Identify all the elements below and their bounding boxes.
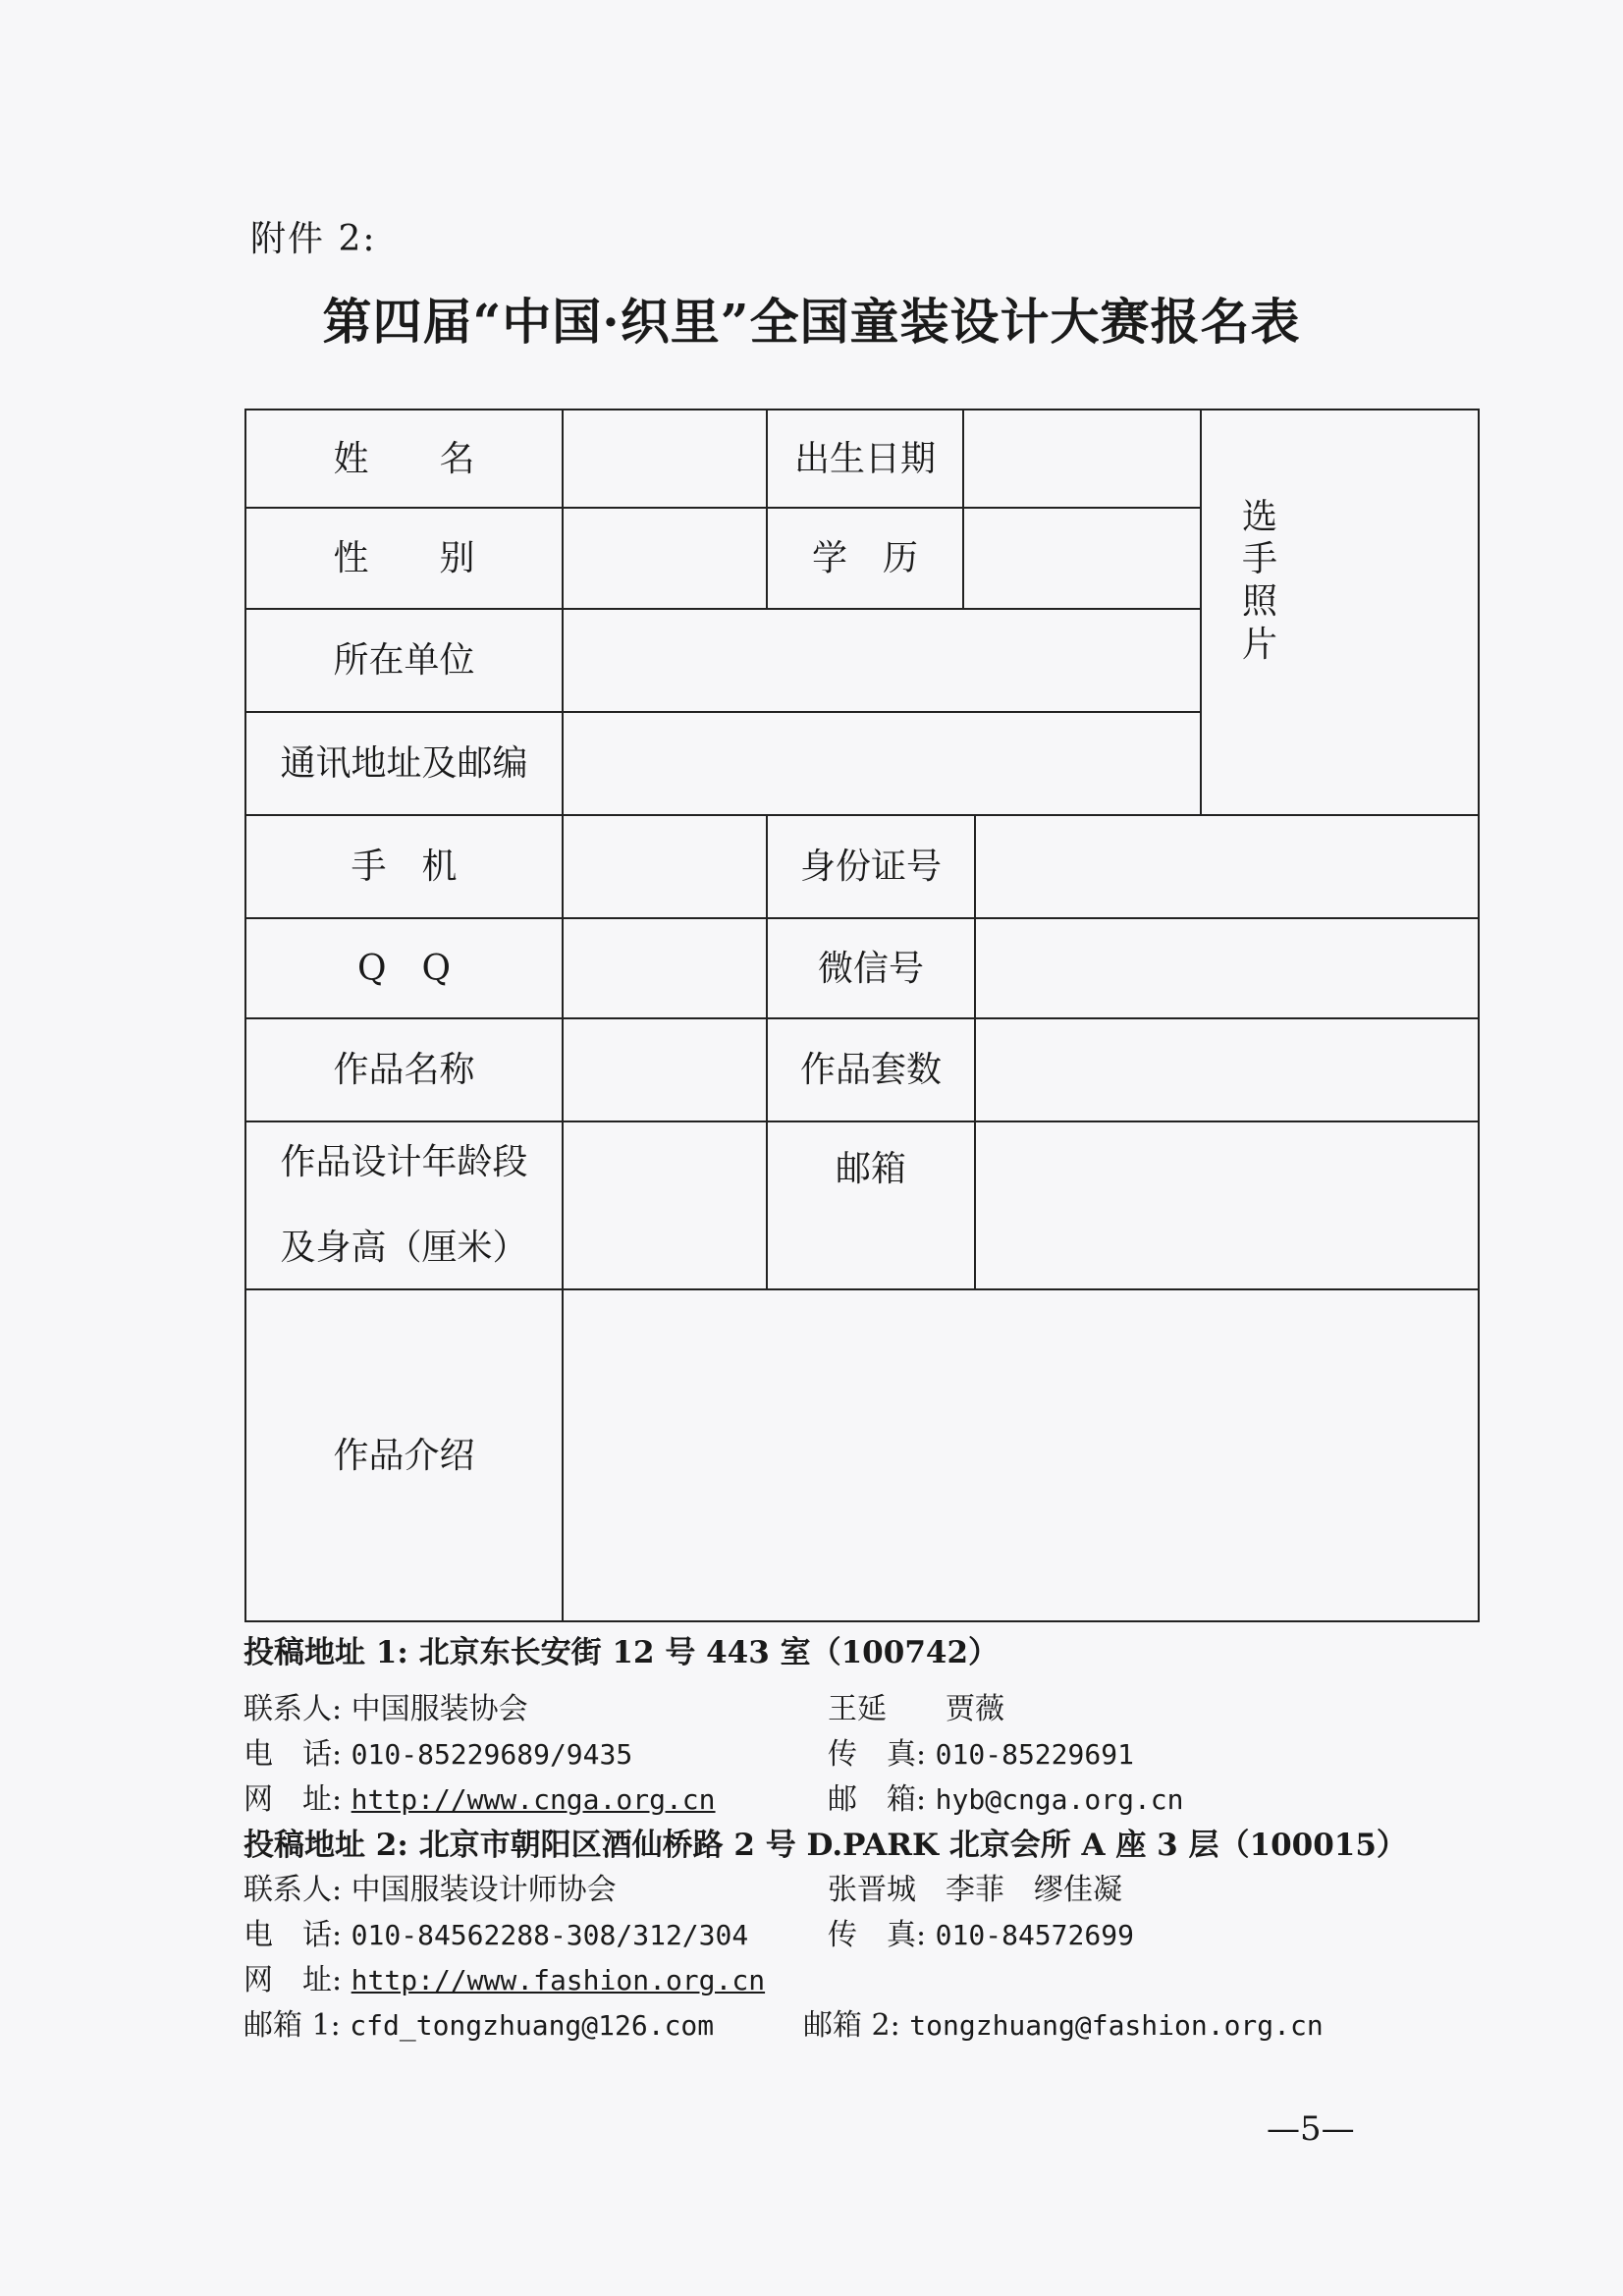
page-number: —5— [1267, 2109, 1355, 2149]
photo-label-char: 照 [1241, 581, 1277, 623]
mail-1-value: hyb@cnga.org.cn [935, 1783, 1184, 1816]
email-2-value: tongzhuang@fashion.org.cn [909, 2009, 1324, 2042]
address-label: 通讯地址及邮编 [280, 743, 528, 784]
registration-form-table [243, 408, 1483, 1625]
website-1-link[interactable]: http://www.cnga.org.cn [351, 1783, 716, 1816]
contact-2-names: 张晋城 李菲 缪佳凝 [828, 1873, 1122, 1907]
work-intro-label: 作品介绍 [333, 1435, 475, 1476]
submission-address-2: 投稿地址 2: 北京市朝阳区酒仙桥路 2 号 D.PARK 北京会所 A 座 3 层（100015） [243, 1828, 1407, 1863]
phone-1-label: 电 话: [243, 1737, 352, 1772]
website-2-link[interactable]: http://www.fashion.org.cn [351, 1964, 766, 1996]
phone-2-row [243, 1910, 748, 1953]
qq-label: Q Q [356, 948, 452, 989]
phone-2-value: 010-84562288-308/312/304 [351, 1919, 749, 1951]
mail-1-label: 邮 箱: [828, 1782, 936, 1817]
email-2-row [803, 2000, 1324, 2044]
age-label-line2: 及身高（厘米） [280, 1227, 528, 1268]
fax-2-row [828, 1910, 1134, 1953]
work-name-label: 作品名称 [333, 1050, 475, 1090]
website-2-row [243, 1955, 765, 1998]
website-2-label: 网 址: [243, 1963, 352, 1997]
email-label: 邮箱 [835, 1148, 906, 1189]
photo-label-char: 选 [1241, 497, 1277, 537]
wechat-label: 微信号 [817, 948, 924, 989]
fax-2-value: 010-84572699 [935, 1919, 1134, 1951]
fax-1-value: 010-85229691 [935, 1738, 1134, 1771]
age-height-label [245, 1121, 563, 1289]
age-label-line1: 作品设计年龄段 [280, 1142, 528, 1183]
contact-2: 联系人: 中国服装设计师协会 [243, 1873, 617, 1907]
contact-1-names: 王延 贾薇 [828, 1692, 1004, 1726]
phone-1-value: 010-85229689/9435 [351, 1738, 633, 1771]
attachment-label: 附件 2: [250, 219, 377, 259]
email-2-label: 邮箱 2: [803, 2008, 910, 2043]
contact-1: 联系人: 中国服装协会 [243, 1692, 528, 1726]
work-sets-label: 作品套数 [799, 1050, 942, 1090]
gender-label: 性 别 [333, 538, 475, 578]
email-1-label: 邮箱 1: [243, 2008, 351, 2043]
form-title: 第四届“中国·织里”全国童装设计大赛报名表 [322, 293, 1301, 351]
birth-date-label: 出生日期 [793, 438, 936, 479]
website-1-label: 网 址: [243, 1782, 352, 1817]
id-number-label: 身份证号 [799, 847, 942, 887]
phone-2-label: 电 话: [243, 1918, 352, 1952]
mobile-label: 手 机 [351, 847, 458, 887]
unit-label: 所在单位 [333, 640, 475, 681]
fax-1-label: 传 真: [828, 1737, 936, 1772]
photo-label-char: 手 [1241, 539, 1277, 580]
email-1-row [243, 2000, 714, 2044]
email-1-value: cfd_tongzhuang@126.com [350, 2009, 715, 2042]
phone-1-row [243, 1729, 632, 1773]
fax-2-label: 传 真: [828, 1918, 936, 1952]
photo-label-char: 片 [1241, 624, 1277, 665]
mail-1-row [828, 1775, 1184, 1818]
photo-area [1201, 496, 1319, 712]
fax-1-row [828, 1729, 1134, 1773]
name-label: 姓 名 [333, 438, 475, 479]
website-1-row [243, 1775, 716, 1818]
submission-address-1: 投稿地址 1: 北京东长安街 12 号 443 室（100742） [243, 1635, 1000, 1670]
education-label: 学 历 [811, 538, 918, 578]
